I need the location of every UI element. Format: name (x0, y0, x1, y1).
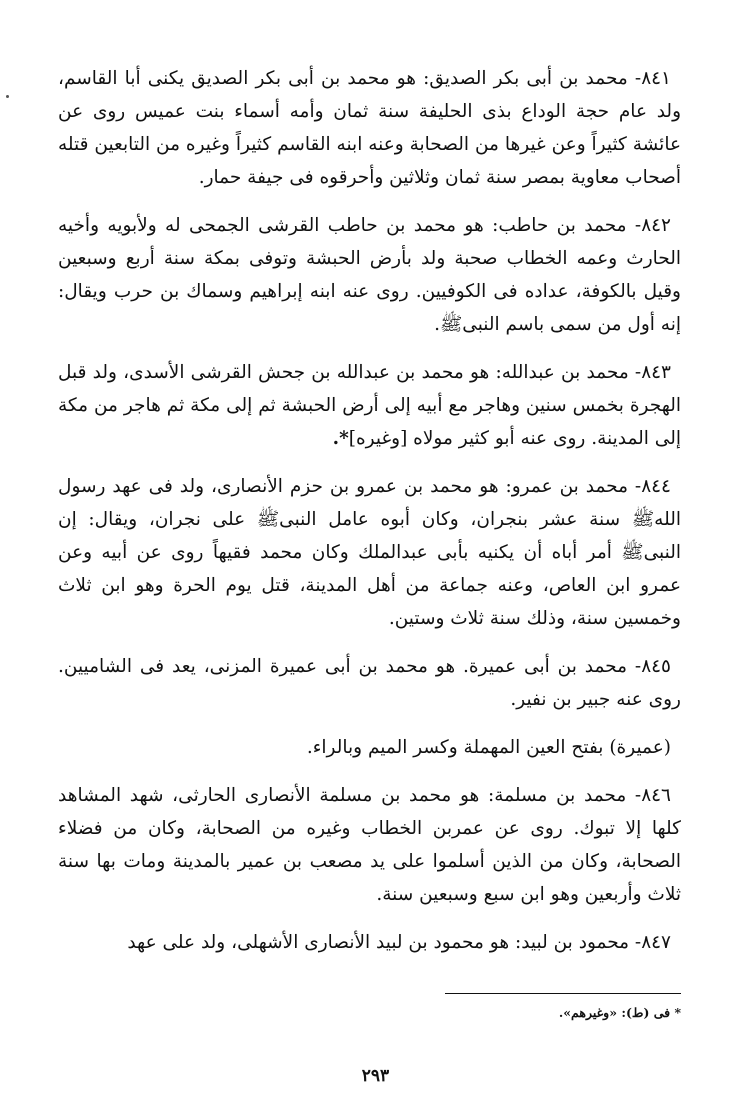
footnote-reference: *. (332, 428, 349, 449)
pronunciation-note: (عميرة) بفتح العين المهملة وكسر الميم وبالراء. (306, 737, 671, 758)
entry-842: ٨٤٢- محمد بن حاطب: هو محمد بن حاطب القرشى الجمحى له ولأبويه وأخيه الحارث وعمه الخطاب صحبة ولد بأرض الحبشة وتوفى بمكة سنة أربع وسبعين وقيل بالكوفة، عداده فى الكوفيين. روى عنه ابنه إبراهيم وسماك بن حرب ويقال: إنه أول من سمى باسم النبىﷺ. (58, 215, 681, 335)
main-text (58, 62, 681, 974)
footnote-divider (445, 993, 681, 994)
entry-841: ٨٤١- محمد بن أبى بكر الصديق: هو محمد بن أبى بكر الصديق يكنى أبا القاسم، ولد عام حجة الوداع بذى الحليفة سنة ثمان وأمه أسماء بنت عميس روى عن عائشة كثيراً وعن غيرها من الصحابة وعنه ابنه القاسم كثيراً وغيره من التابعين قتله أصحاب معاوية بمصر سنة ثمان وثلاثين وأحرقوه فى جيفة حمار. (58, 68, 681, 188)
margin-dot (6, 95, 9, 98)
entry-846: ٨٤٦- محمد بن مسلمة: هو محمد بن مسلمة الأنصارى الحارثى، شهد المشاهد كلها إلا تبوك. روى عن عمربن الخطاب وغيره من الصحابة، وكان من فضلاء الصحابة، وكان من الذين أسلموا على يد مصعب بن عمير بالمدينة ومات بها سنة ثلاث وأربعين وهو ابن سبع وسبعين سنة. (58, 785, 681, 905)
entry-843 (58, 356, 681, 455)
entry-847: ٨٤٧- محمود بن لبيد: هو محمود بن لبيد الأنصارى الأشهلى، ولد على عهد (127, 932, 671, 953)
footnote: * فى (ط): «وغيرهم». (558, 1005, 681, 1020)
entry-844: ٨٤٤- محمد بن عمرو: هو محمد بن عمرو بن حزم الأنصارى، ولد فى عهد رسول اللهﷺ سنة عشر بنجران، وكان أبوه عامل النبىﷺ على نجران، ويقال: إن النبىﷺ أمر أباه أن يكنيه بأبى عبدالملك وكان محمد فقيهاً روى عن أبيه وعن عمرو ابن العاص، وعنه جماعة من أهل المدينة، قتل يوم الحرة وهو ابن ثلاث وخمسين سنة، وذلك سنة ثلاث وستين. (58, 476, 681, 629)
entry-843-text: ٨٤٣- محمد بن عبدالله: هو محمد بن عبدالله بن جحش القرشى الأسدى، ولد قبل الهجرة بخمس سنين وهاجر مع أبيه إلى أرض الحبشة ثم إلى مكة ثم هاجر من مكة إلى المدينة. روى عنه أبو كثير مولاه [وغيره] (58, 362, 681, 449)
page-number: ٢٩٣ (361, 1066, 390, 1086)
entry-845: ٨٤٥- محمد بن أبى عميرة. هو محمد بن أبى عميرة المزنى، يعد فى الشاميين. روى عنه جبير بن نفير. (58, 656, 681, 710)
